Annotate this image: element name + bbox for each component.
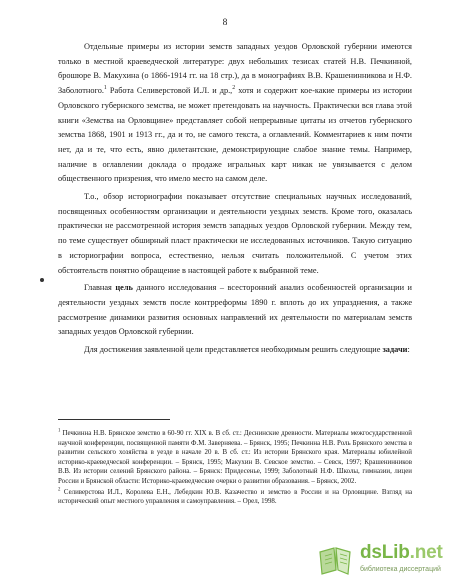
paragraph-4-text-b: : [407,345,410,355]
paragraph-3-text-b: данного исследования – всесторонний анализ особенностей организации и деятельности уездных земств после контрреформы 1890 г. вплоть до их упразднения, а также рассмотрение динамики развития основных направлений их деятельности по материалам земств западных уездов Орловской губернии. [58,283,412,337]
paragraph-2: Т.о., обзор историографии показывает отсутствие специальных научных исследований, посвященных особенностям организации и деятельности уездных земств. Кроме того, оказалась практически не рассмотренной история земств западных уездов Орловской губернии. Между тем, по теме существует обширный пласт практически не исследованных источников. Такую ситуацию в историографии вопроса, естественно, нельзя считать положительной. С учетом этих обстоятельств понятно обращение в настоящей работе к выбранной теме. [58,192,412,275]
goal-keyword: цель [115,283,133,293]
watermark-title [360,542,443,564]
book-logo-icon [316,544,356,576]
main-text [58,40,412,358]
footnotes [58,429,412,508]
dslib-watermark [316,540,444,580]
footnote-ref-1[interactable]: 1 [103,85,107,92]
paragraph-1 [58,40,412,187]
watermark-subtitle: библиотека диссертаций [360,566,441,573]
watermark-title-right: .net [409,542,443,563]
paragraph-1-text-a: Отдельные примеры из истории земств западных уездов Орловской губернии имеются только в местной краеведческой литературе: двух небольших тезисах статей Н.В. Печкинной, брошюре В. Макухина (о 1866-1914 гг. на 18 стр.), да в монографиях В.В. Крашенинникова и Н.Ф. Заболотного. [58,42,412,96]
footnote-1-text: Печкинна Н.В. Брянское земство в 60-90 гг. XIX в. В сб. ст.: Деснинские древности. Материалы межгосударственной научной конференции, посвященной памяти Ф.М. Заверняева. – Брянск, 1995; Печкинна Н.В. Роль Брянского земства в развитии сельского хозяйства в уезде в начале 20 в. В сб. ст.: Из истории Брянского края. Материалы юбилейной историко-краеведческой конференции. – Брянск, 1995; Макухин В. Севское земство. – Севск, 1997; Крашенинников В.В. Из истории селений Брянского района. – Брянск: Придесенье, 1999; Заболотный Н.Ф. Школы, гимназии, лицеи России и Брянской области: Историко-краеведческие очерки о развитии образования. – Брянск, 2002. [58,430,412,485]
paragraph-1-text-c: хотя и содержит кое-какие примеры из истории Орловского губернского земства, не может претендовать на научность. Практически вся глава этой книги «Земства на Орловщине» представляет собой непрерывные цитаты из отчетов губернского земства 1868, 1901 и 1913 гг., да и то, не самого текста, а оглавлений. Комментариев к ним почти нет, да и те, что есть, явно дилетантские, демонстрирующие слабое знание темы. Например, наличие в оглавлении доклада о продаже игральных карт никак не увязывается с делом общественного призрения, что имело место на самом деле. [58,86,412,184]
paragraph-4-text-a: Для достижения заявленной цели представляется необходимым решить следующие [84,345,383,355]
footnote-2-text: Селиверстова И.Л., Королева Е.Н., Лебедкин Ю.В. Казачество и земство в России и на Орловщине. Взгляд на исторический опыт местного управления и самоуправления. – Орел, 1998. [58,488,412,506]
footnote-divider [58,419,170,420]
footnote-1 [58,429,412,487]
footnote-2-number: 2 [58,487,61,493]
paragraph-3 [58,281,412,340]
margin-mark [40,278,44,282]
watermark-title-left: dsLib [360,542,410,563]
footnote-2 [58,488,412,507]
footnote-1-number: 1 [58,428,61,434]
paragraph-4 [58,343,412,358]
tasks-keyword: задачи [382,345,408,355]
paragraph-3-text-a: Главная [84,283,116,293]
page-number: 8 [222,18,228,28]
footnote-ref-2[interactable]: 2 [232,85,236,92]
paragraph-1-text-b: Работа Селиверстовой И.Л. и др., [106,86,233,96]
